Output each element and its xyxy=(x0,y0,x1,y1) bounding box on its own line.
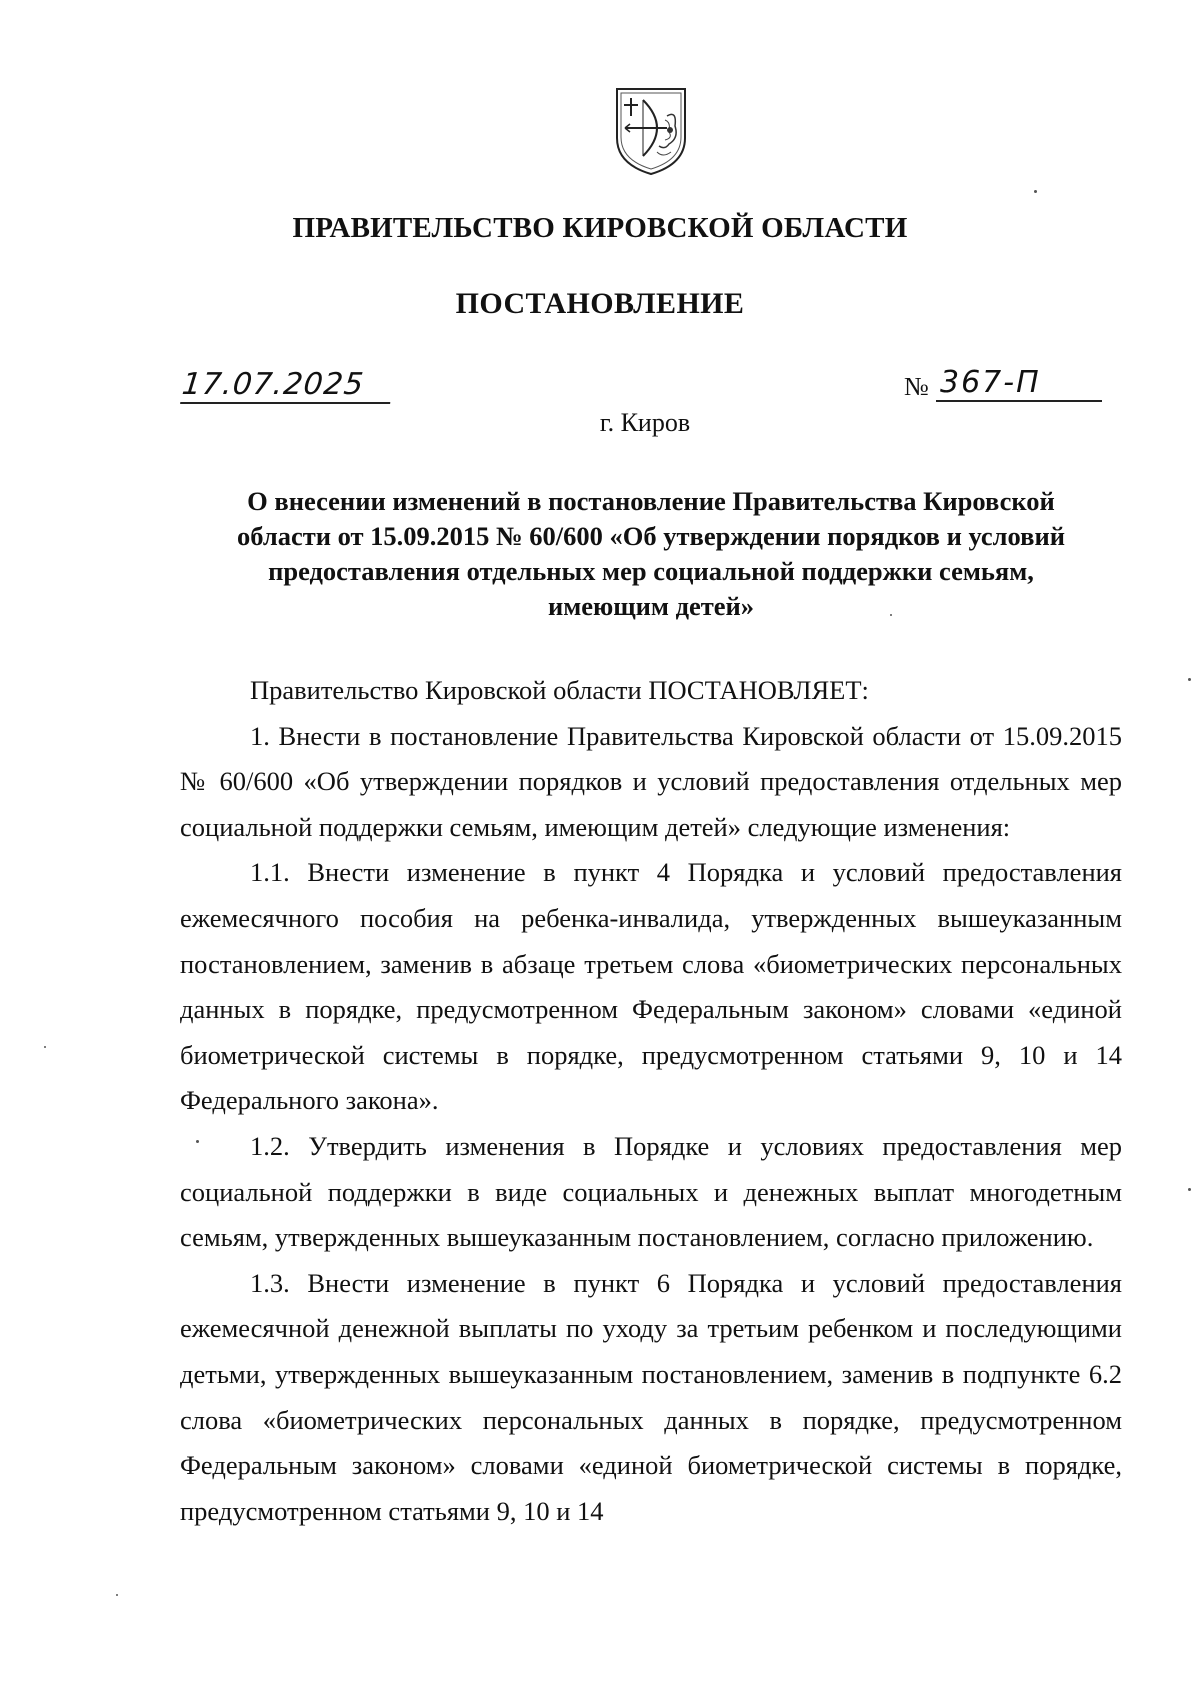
scan-speck xyxy=(116,1594,118,1596)
organization-title: ПРАВИТЕЛЬСТВО КИРОВСКОЙ ОБЛАСТИ xyxy=(292,212,908,244)
scan-speck xyxy=(44,1046,46,1048)
paragraph-1-3: 1.3. Внести изменение в пункт 6 Порядка и условий предоставления ежемесячной денежной выплаты по уходу за третьим ребенком и последующими детьми, утвержденных вышеуказанным постановлением, заменив в подпункте 6.2 слова «биометрических персональных данных в порядке, предусмотренном Федеральным законом» словами «единой биометрической системы в порядке, предусмотренном статьями 9, 10 и 14 xyxy=(180,1267,1122,1526)
preamble: Правительство Кировской области ПОСТАНОВЛЯЕТ: xyxy=(250,675,869,705)
document-number-label: № xyxy=(904,372,929,401)
paragraph-1-2: 1.2. Утвердить изменения в Порядке и условиях предоставления мер социальной поддержки в виде социальных и денежных выплат многодетным семьям, утвержденных вышеуказанным постановлением, согласно приложению. xyxy=(180,1130,1122,1253)
document-city: г. Киров xyxy=(599,408,691,437)
subject-line: области от 15.09.2015 № 60/600 «Об утверждении порядков и условий xyxy=(236,521,1065,551)
scan-speck xyxy=(1034,190,1037,193)
paragraph-1: 1. Внести в постановление Правительства Кировской области от 15.09.2015 № 60/600 «Об утверждении порядков и условий предоставления отдельных мер социальной поддержки семьям, имеющим детей» следующие изменения: xyxy=(180,720,1122,842)
document-type: ПОСТАНОВЛЕНИЕ xyxy=(455,287,745,320)
subject-line: имеющим детей» xyxy=(547,591,755,621)
scan-speck xyxy=(196,1140,199,1143)
subject-line: предоставления отдельных мер социальной поддержки семьям, xyxy=(268,556,1034,586)
document-body xyxy=(180,668,1122,1534)
subject-line: О внесении изменений в постановление Правительства Кировской xyxy=(247,486,1055,516)
document-number: 367-П xyxy=(936,366,1102,402)
document-date: 17.07.2025 xyxy=(180,368,394,404)
scan-speck xyxy=(890,614,892,616)
paragraph-1-1: 1.1. Внести изменение в пункт 4 Порядка и условий предоставления ежемесячного пособия на ребенка-инвалида, утвержденных вышеуказанным постановлением, заменив в абзаце третьем слова «биометрических персональных данных в порядке, предусмотренном Федеральным законом» словами «единой биометрической системы в порядке, предусмотренном статьями 9, 10 и 14 Федерального закона». xyxy=(180,857,1122,1116)
scan-speck xyxy=(1188,1188,1191,1191)
document-subject xyxy=(180,484,1122,624)
scan-speck xyxy=(1188,678,1191,681)
kirov-coat-of-arms-icon xyxy=(613,86,689,176)
